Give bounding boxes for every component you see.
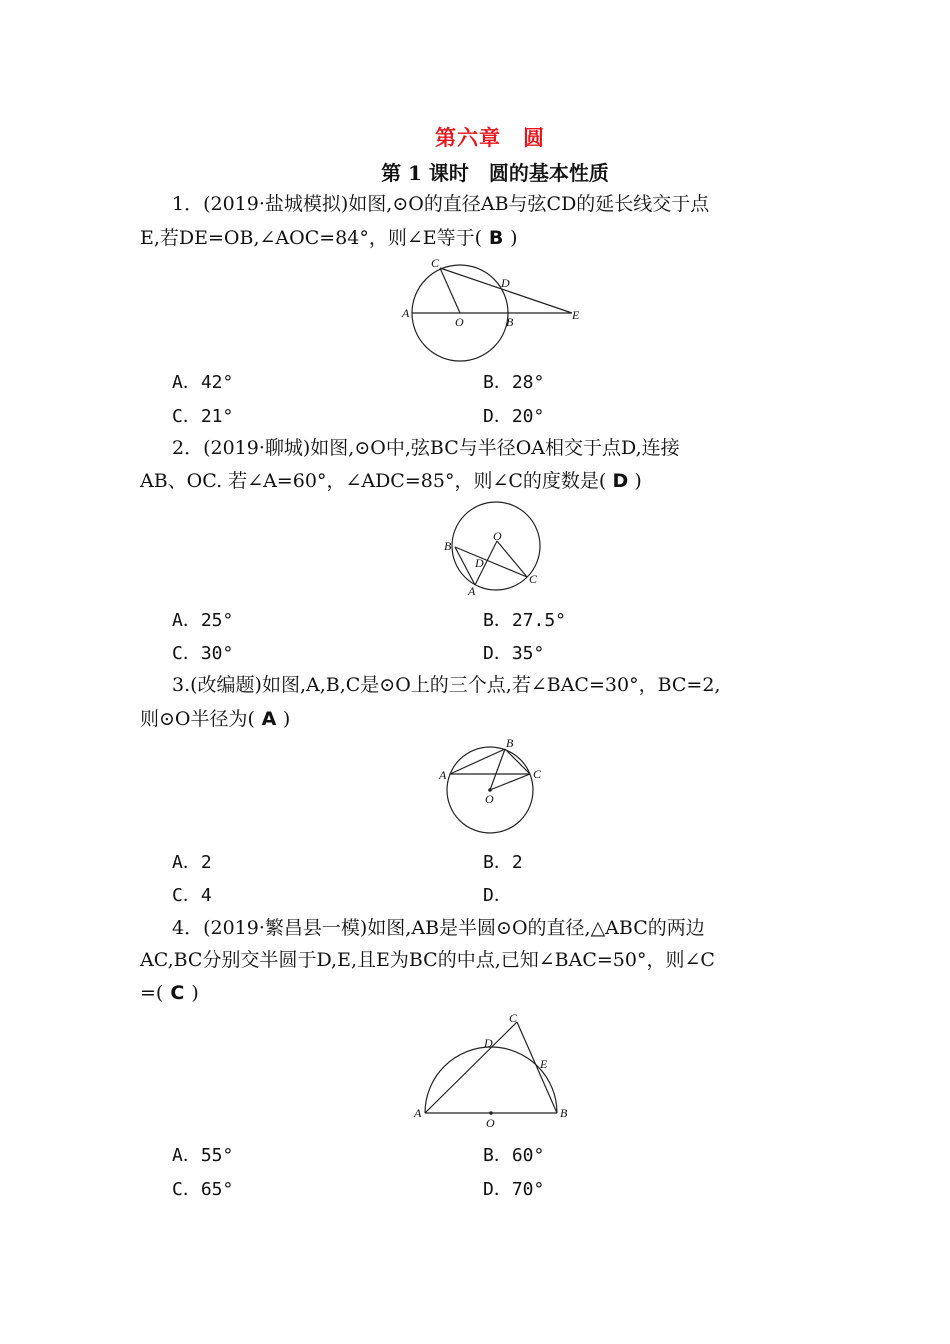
q4-stem-text: =(	[140, 982, 164, 1004]
q1-label-O: O	[455, 315, 464, 329]
q2-label-B: B	[444, 539, 452, 553]
q2-close-paren: )	[634, 470, 642, 492]
q2-option-b: B．27.5°	[483, 610, 567, 631]
q4-label-B: B	[560, 1106, 568, 1120]
q4-label-C: C	[509, 1011, 518, 1025]
q4-label-E: E	[540, 1057, 548, 1071]
q3-option-c: C．4	[172, 885, 212, 906]
q1-option-d: D．20°	[483, 406, 545, 427]
q2-stem-line1: 2．(2019·聊城)如图,⊙O中,弦BC与半径OA相交于点D,连接	[172, 437, 680, 459]
section-title: 第 1 课时 圆的基本性质	[381, 161, 609, 185]
q1-label-A: A	[402, 306, 410, 320]
q4-close-paren: )	[191, 982, 199, 1004]
q2-stem-text: AB、OC. 若∠A=60°，∠ADC=85°，则∠C的度数是(	[140, 470, 607, 492]
q3-close-paren: )	[282, 708, 291, 730]
q2-label-C: C	[529, 572, 538, 586]
q2-label-D: D	[475, 556, 484, 570]
q1-option-c: C．21°	[172, 406, 234, 427]
q2-label-A: A	[468, 584, 476, 598]
q4-stem-line2: AC,BC分别交半圆于D,E,且E为BC的中点,已知∠BAC=50°，则∠C	[140, 949, 715, 971]
q4-label-O: O	[486, 1116, 495, 1130]
q1-option-a: A．42°	[172, 372, 234, 393]
q3-label-O: O	[485, 792, 494, 806]
q3-stem-text: 则⊙O半径为(	[140, 708, 255, 730]
q4-semicircle	[425, 1047, 557, 1113]
q4-option-a: A．55°	[172, 1145, 234, 1166]
q2-answer: D	[612, 470, 629, 492]
q1-label-E: E	[572, 308, 580, 322]
q3-label-B: B	[506, 736, 514, 750]
q2-label-O: O	[493, 529, 502, 543]
q3-label-C: C	[533, 767, 542, 781]
q4-answer: C	[170, 982, 185, 1004]
q4-line-BC	[517, 1022, 557, 1113]
q4-label-D: D	[484, 1036, 493, 1050]
q4-option-c: C．65°	[172, 1179, 234, 1200]
q1-close-paren: )	[510, 227, 518, 249]
q4-label-A: A	[414, 1106, 422, 1120]
q2-option-a: A．25°	[172, 610, 234, 631]
q4-stem-line1: 4．(2019·繁昌县一模)如图,AB是半圆⊙O的直径,△ABC的两边	[172, 917, 705, 939]
chapter-title: 第六章 圆	[435, 125, 545, 150]
q2-option-c: C．30°	[172, 643, 234, 664]
q1-label-C: C	[431, 256, 440, 270]
q2-option-d: D．35°	[483, 643, 545, 664]
q3-label-A: A	[439, 768, 447, 782]
q1-label-D: D	[501, 276, 510, 290]
q3-option-b: B．2	[483, 852, 523, 873]
q1-stem-line1: 1．(2019·盐城模拟)如图,⊙O的直径AB与弦CD的延长线交于点	[172, 193, 710, 215]
q4-center-dot	[489, 1111, 493, 1115]
q3-stem-line1: 3.(改编题)如图,A,B,C是⊙O上的三个点,若∠BAC=30°，BC=2,	[172, 674, 721, 696]
q4-option-b: B．60°	[483, 1145, 545, 1166]
q1-option-b: B．28°	[483, 372, 545, 393]
q1-answer: B	[488, 227, 504, 249]
q3-answer: A	[261, 708, 277, 730]
q4-line-AC	[425, 1022, 517, 1113]
q4-option-d: D．70°	[483, 1179, 545, 1200]
q1-stem-text: E,若DE=OB,∠AOC=84°，则∠E等于(	[140, 227, 483, 249]
q3-option-d: D．	[483, 885, 512, 906]
q3-option-a: A．2	[172, 852, 212, 873]
q1-label-B: B	[506, 315, 514, 329]
